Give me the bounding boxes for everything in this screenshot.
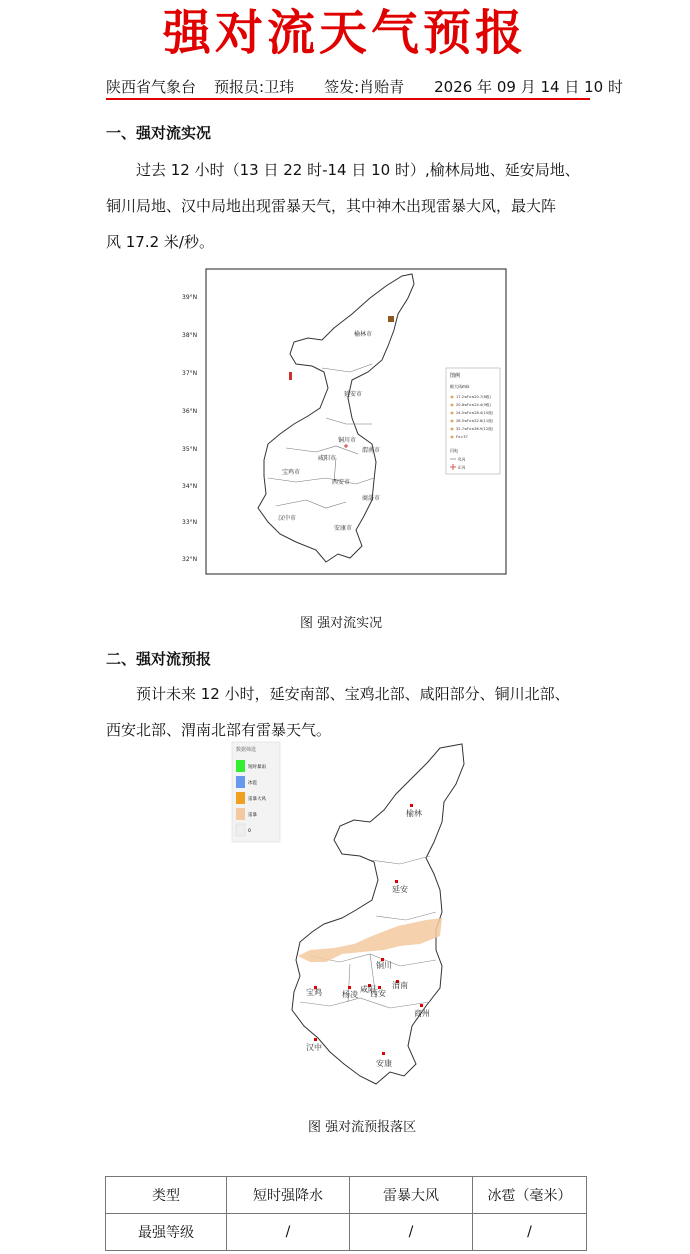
table-header-cell: 短时强降水 xyxy=(227,1177,350,1214)
city-label: 商洛市 xyxy=(362,495,381,502)
city-label: 安康市 xyxy=(334,525,353,532)
issue-date: 2026 年 09 月 14 日 10 时 xyxy=(434,78,623,96)
lat-label: 38°N xyxy=(182,332,198,339)
lat-label: 34°N xyxy=(182,483,198,490)
legend-item: 17.2≤Fx≤20.7(8级) xyxy=(456,395,491,399)
city-label: 渭南市 xyxy=(362,447,381,454)
forecaster: 预报员:卫玮 xyxy=(214,78,295,96)
legend-item: 0 xyxy=(248,829,251,834)
lightning-marker xyxy=(289,372,292,380)
city-label: 西安市 xyxy=(332,479,351,486)
map2-caption: 图 强对流预报落区 xyxy=(308,1120,417,1135)
lat-label: 37°N xyxy=(182,370,198,377)
section1-line3: 风 17.2 米/秒。 xyxy=(106,233,214,251)
table-cell: 最强等级 xyxy=(106,1214,227,1251)
city-label: 商州 xyxy=(414,1009,430,1018)
city-label: 西安 xyxy=(370,989,386,998)
section1-heading: 一、强对流实况 xyxy=(106,124,212,142)
legend-item: 短时暴雨 xyxy=(248,765,266,770)
section1-line1: 过去 12 小时（13 日 22 时-14 日 10 时）,榆林局地、延安局地、 xyxy=(136,161,580,179)
city-label: 汉中 xyxy=(306,1043,322,1052)
observation-map xyxy=(176,268,512,578)
header-meta xyxy=(106,76,623,98)
section1-line2: 铜川局地、汉中局地出现雷暴天气，其中神木出现雷暴大风，最大阵 xyxy=(106,197,557,215)
table-cell: / xyxy=(473,1214,587,1251)
city-label: 宝鸡 xyxy=(306,988,322,997)
lat-label: 32°N xyxy=(182,556,198,563)
lat-label: 39°N xyxy=(182,294,198,301)
city-label: 安康 xyxy=(376,1059,392,1068)
city-label: 榆林 xyxy=(406,809,422,818)
city-label: 渭南 xyxy=(392,981,408,990)
city-label: 咸阳 xyxy=(360,985,376,994)
table-cell: / xyxy=(350,1214,473,1251)
legend-item: 冰雹 xyxy=(248,781,257,786)
table-header-cell: 雷暴大风 xyxy=(350,1177,473,1214)
agency-name: 陕西省气象台 xyxy=(106,78,197,96)
section2-line2: 西安北部、渭南北部有雷暴天气。 xyxy=(106,721,332,739)
lat-label: 33°N xyxy=(182,519,198,526)
table-header-row xyxy=(106,1177,587,1214)
legend-item: 雷暴大风 xyxy=(248,797,266,802)
city-label: 铜川 xyxy=(376,961,392,970)
city-label: 榆林市 xyxy=(354,331,373,338)
legend-item: 20.8≤Fx≤24.4(9级) xyxy=(456,403,491,407)
legend-item: 24.5≤Fx≤28.4(10级) xyxy=(456,411,494,415)
city-label: 咸阳市 xyxy=(318,455,337,462)
header-divider xyxy=(106,98,590,100)
legend-item: Fx>37 xyxy=(456,435,468,439)
issuer: 签发:肖贻青 xyxy=(324,78,405,96)
forecast-map xyxy=(230,740,476,1110)
legend-item: 雷暴 xyxy=(248,813,257,818)
gust-marker xyxy=(388,316,394,322)
legend-item: 32.7≤Fx≤36.9(12级) xyxy=(456,427,494,431)
city-label: 杨凌 xyxy=(342,990,358,999)
map2-legend xyxy=(232,742,280,842)
city-label: 延安市 xyxy=(344,391,363,398)
table-cell: / xyxy=(227,1214,350,1251)
city-label: 汉中市 xyxy=(278,515,297,522)
legend-title: 数据筛选 xyxy=(236,747,257,753)
section2-line1: 预计未来 12 小时，延安南部、宝鸡北部、咸阳部分、铜川北部、 xyxy=(136,685,570,703)
section1-text xyxy=(106,152,590,260)
map1-legend xyxy=(446,368,500,474)
section2-text xyxy=(106,676,590,748)
legend-title: 图例 xyxy=(450,373,461,379)
section2-heading: 二、强对流预报 xyxy=(106,650,212,668)
legend-item: 28.5≤Fx≤32.6(11级) xyxy=(456,419,494,423)
table-header-cell: 类型 xyxy=(106,1177,227,1214)
city-label: 延安 xyxy=(392,885,408,894)
lat-label: 35°N xyxy=(182,446,198,453)
table-header-cell: 冰雹（毫米） xyxy=(473,1177,587,1214)
legend-subtitle: 闪电 xyxy=(450,448,458,453)
summary-table xyxy=(105,1176,587,1251)
legend-item: 负闪 xyxy=(458,457,466,462)
city-label: 铜川市 xyxy=(338,437,357,444)
lat-label: 36°N xyxy=(182,408,198,415)
legend-item: 正闪 xyxy=(458,465,466,470)
legend-subtitle: 极大风m/s xyxy=(450,384,470,389)
map1-caption: 图 强对流实况 xyxy=(300,616,383,631)
table-row xyxy=(106,1214,587,1251)
document-title: 强对流天气预报 xyxy=(162,5,527,61)
city-label: 宝鸡市 xyxy=(282,469,301,476)
